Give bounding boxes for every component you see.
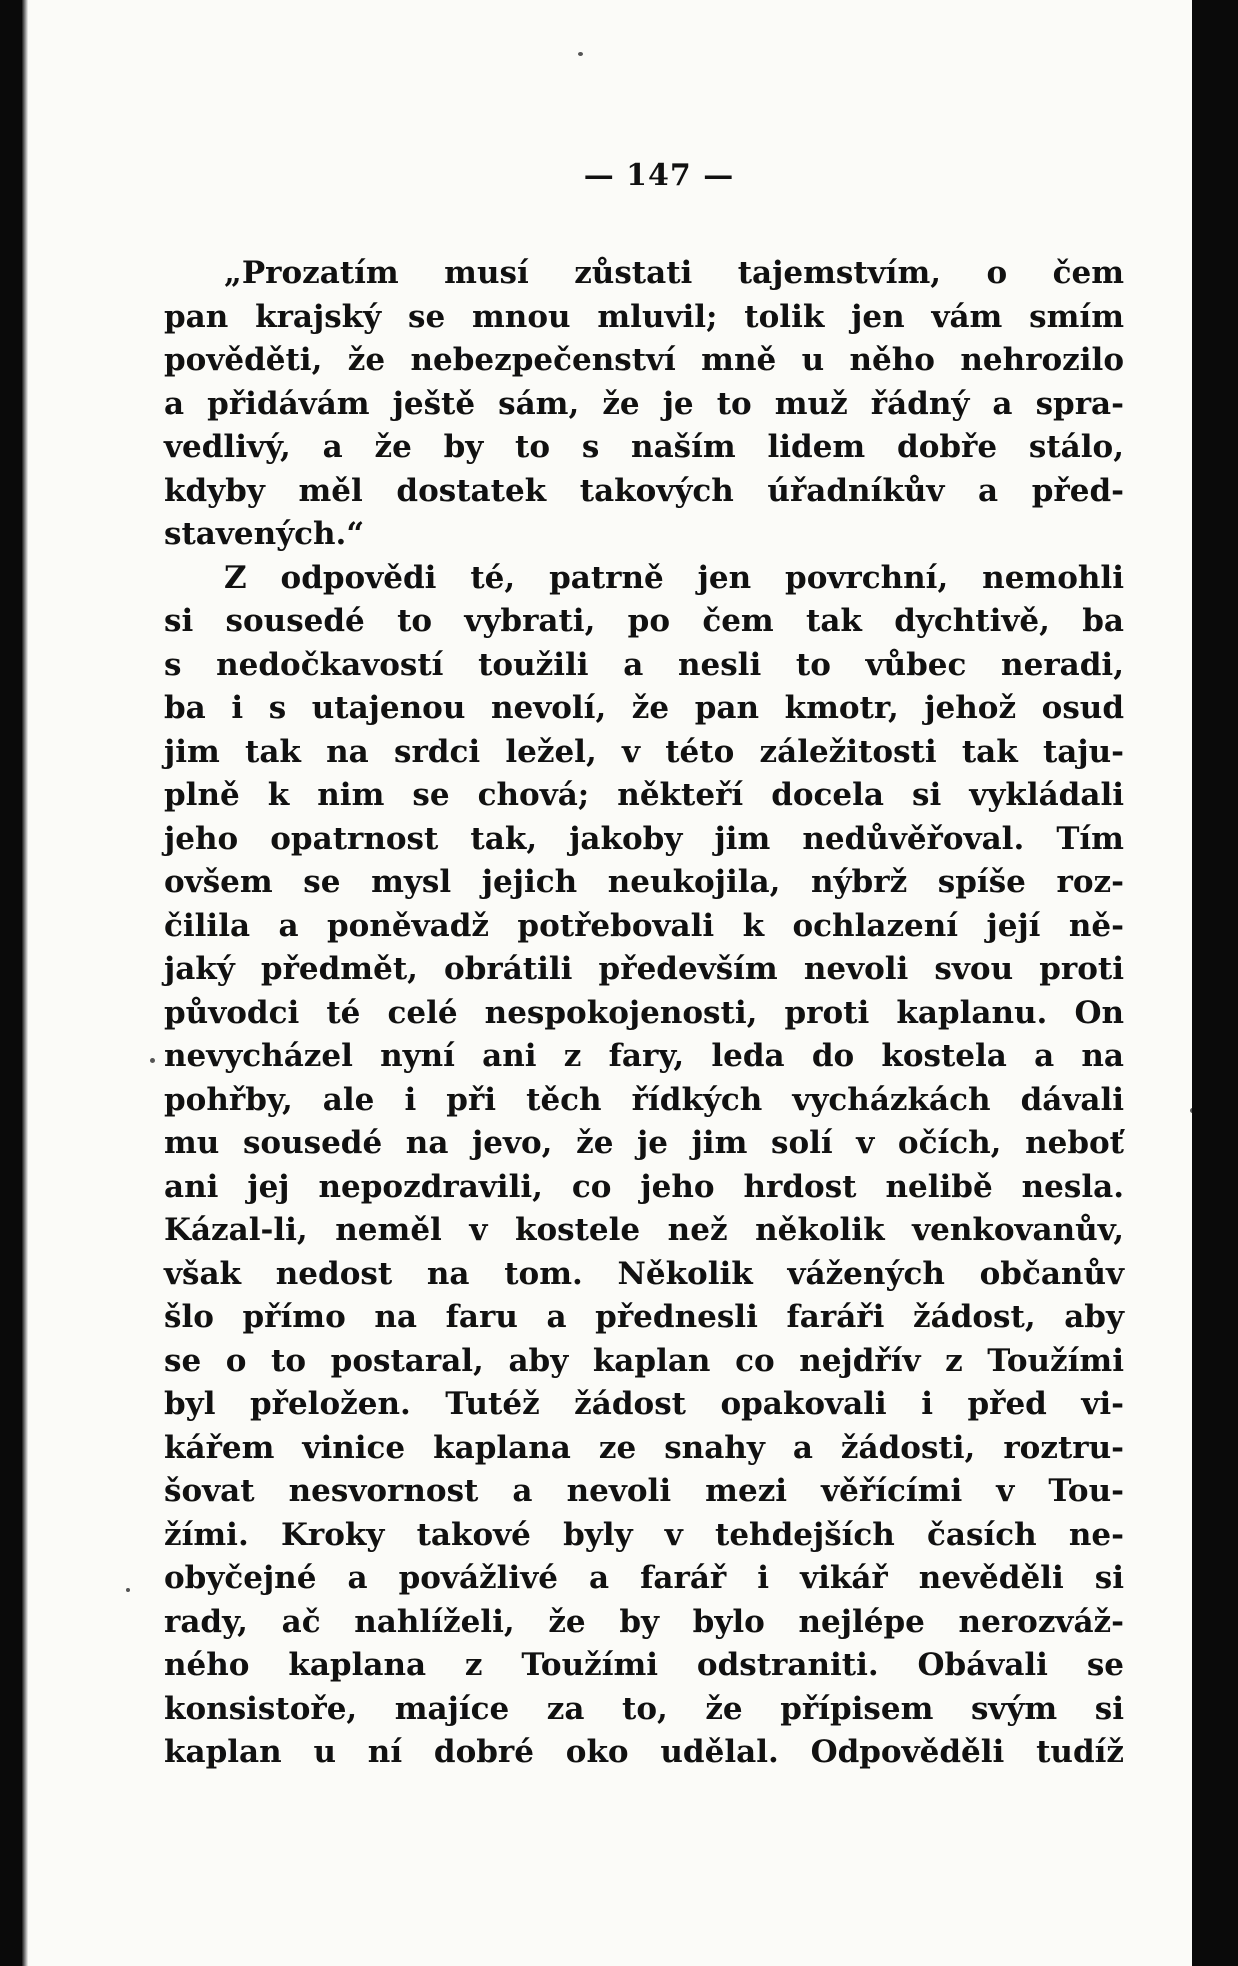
text-line: plně k nim se chová; někteří docela si vykládali <box>164 777 1124 813</box>
text-line: a přidávám ještě sám, že je to muž řádný a spra- <box>164 385 1124 422</box>
text-line: stavených.“ <box>164 516 365 552</box>
text-line: ného kaplana z Toužími odstraniti. Obávali se <box>164 1647 1124 1683</box>
text-line: s nedočkavostí toužili a nesli to vůbec neradi, <box>164 646 1124 683</box>
text-line: šlo přímo na faru a přednesli faráři žádost, aby <box>164 1299 1124 1335</box>
text-line: jim tak na srdci ležel, v této záležitosti tak taju- <box>164 733 1124 770</box>
text-line: vedlivý, a že by to s naším lidem dobře stálo, <box>164 429 1124 465</box>
text-line: nevycházel nyní ani z fary, leda do kostela a na <box>164 1038 1124 1074</box>
text-line: pověděti, že nebezpečenství mně u něho nehrozilo <box>164 342 1124 378</box>
text-line: pohřby, ale i při těch řídkých vycházkách dávali <box>164 1081 1124 1118</box>
text-line: však nedost na tom. Několik vážených občanův <box>164 1255 1124 1292</box>
text-line: šovat nesvornost a nevoli mezi věřícími v Tou- <box>164 1473 1124 1509</box>
text-line: žími. Kroky takové byly v tehdejších časích ne- <box>164 1516 1124 1553</box>
text-line: rady, ač nahlíželi, že by bylo nejlépe nerozváž- <box>164 1603 1124 1640</box>
text-line: ovšem se mysl jejich neukojila, nýbrž spíše roz- <box>164 864 1124 900</box>
text-line: jaký předmět, obrátili především nevoli svou proti <box>164 951 1124 987</box>
paper-speck <box>150 1058 155 1063</box>
paper-speck <box>126 1588 130 1592</box>
text-line: kaplan u ní dobré oko udělal. Odpověděli tudíž <box>164 1734 1124 1770</box>
body-text <box>164 252 1124 1775</box>
text-line: ba i s utajenou nevolí, že pan kmotr, jehož osud <box>164 690 1124 726</box>
text-line: původci té celé nespokojenosti, proti kaplanu. On <box>164 994 1124 1031</box>
text-line: čililа a poněvadž potřebovali k ochlazení její ně- <box>164 907 1124 944</box>
paper-speck <box>578 52 583 56</box>
text-line: „Prozatím musí zůstati tajemstvím, o čem <box>224 255 1124 291</box>
paper-speck <box>1190 1108 1192 1113</box>
text-line: konsistoře, majíce za to, že přípisem svým si <box>164 1690 1124 1727</box>
text-line: jeho opatrnost tak, jakoby jim nedůvěřoval. Tím <box>164 820 1124 857</box>
page-binding-edge <box>22 0 28 1966</box>
text-line: si sousedé to vybrati, po čem tak dychtivě, ba <box>164 603 1124 639</box>
text-line: ani jej nepozdravili, co jeho hrdost nelibě nesla. <box>164 1168 1124 1205</box>
text-line: se o to postaral, aby kaplan co nejdřív z Toužími <box>164 1342 1124 1379</box>
text-line: Z odpovědi té, patrně jen povrchní, nemohli <box>224 559 1124 596</box>
text-line: obyčejné a povážlivé a farář i vikář nevěděli si <box>164 1560 1124 1596</box>
text-line: byl přeložen. Tutéž žádost opakovali i před vi- <box>164 1386 1124 1422</box>
text-line: kdyby měl dostatek takových úřadníkův a před- <box>164 472 1124 509</box>
book-page <box>22 0 1192 1966</box>
text-line: mu sousedé na jevo, že je jim solí v očích, neboť <box>164 1125 1124 1161</box>
page-number: — 147 — <box>583 158 735 193</box>
text-line: pan krajský se mnou mluvil; tolik jen vám smím <box>164 298 1124 335</box>
text-line: Kázal-li, neměl v kostele než několik venkovanův, <box>164 1212 1124 1248</box>
text-line: kářem vinice kaplana ze snahy a žádosti, roztru- <box>164 1429 1124 1466</box>
